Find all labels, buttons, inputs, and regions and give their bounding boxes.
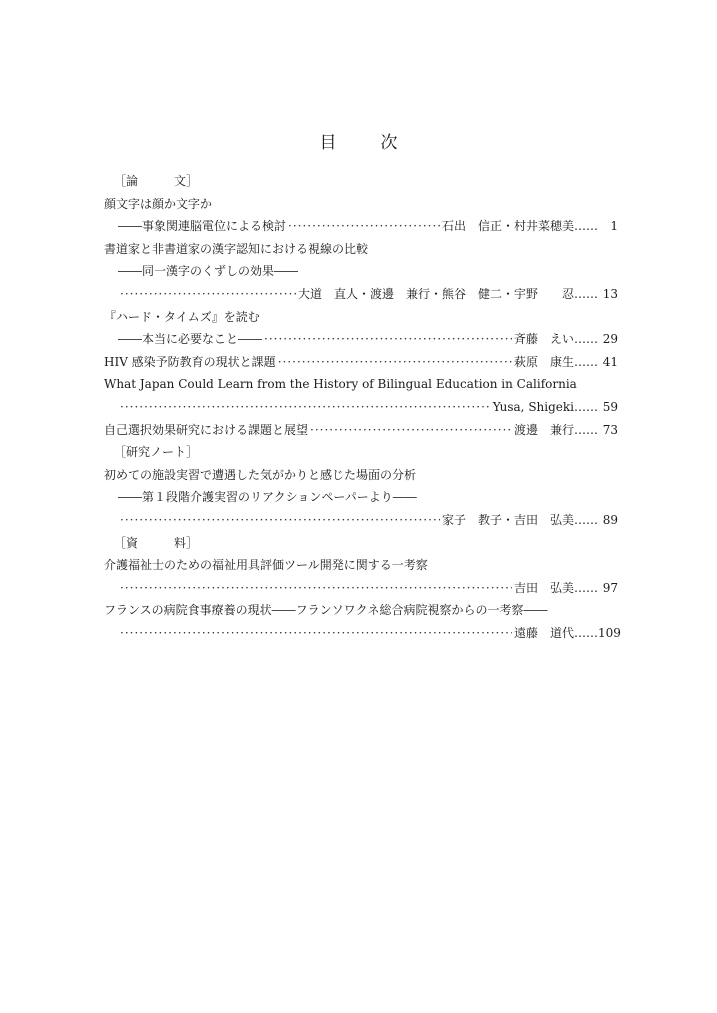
toc-entry-leader-line bbox=[104, 577, 618, 600]
toc-entry-leader-line bbox=[104, 283, 618, 306]
toc-entry-title: フランスの病院食事療養の現状――フランソワクネ総合病院視察からの一考察―― bbox=[104, 603, 548, 618]
toc-entry-page: 109 bbox=[598, 625, 621, 640]
toc-entry-subtitle: ――事象関連脳電位による検討 bbox=[118, 219, 287, 234]
toc-entry-leader-line bbox=[104, 419, 618, 442]
toc-entry-leader-line bbox=[104, 622, 621, 645]
leader-dots bbox=[120, 283, 296, 306]
toc-entry-subtitle: ――第１段階介護実習のリアクションペーパーより―― bbox=[118, 490, 417, 505]
toc-entry-title: HIV 感染予防教育の現状と課題 bbox=[104, 354, 276, 369]
toc-entry-subtitle: ――同一漢字のくずしの効果―― bbox=[118, 264, 299, 279]
section-heading-ronbun: ［論 文］ bbox=[114, 174, 199, 188]
leader-dots bbox=[288, 215, 440, 238]
toc-entry-authors: 萩原 康生…… bbox=[513, 354, 598, 369]
toc-entry-subtitle: ――本当に必要なこと―― bbox=[118, 332, 263, 347]
toc-entry-authors: 吉田 弘美…… bbox=[513, 580, 598, 595]
toc-entry-page: 89 bbox=[602, 512, 618, 527]
leader-dots bbox=[120, 577, 512, 600]
page-title bbox=[0, 128, 717, 153]
toc-entry-leader-line bbox=[104, 509, 618, 532]
toc-entry-title: 介護福祉士のための福祉用具評価ツール開発に関する一考察 bbox=[104, 558, 428, 573]
leader-dots bbox=[120, 509, 440, 532]
toc-entry-title: What Japan Could Learn from the History of Bilingual Education in California bbox=[104, 377, 577, 392]
toc-entry-leader-line bbox=[104, 328, 618, 351]
toc-entry-page: 41 bbox=[602, 354, 618, 369]
toc-entry-authors: 渡邊 兼行…… bbox=[513, 422, 598, 437]
toc-entry-leader-line bbox=[104, 396, 618, 419]
toc-entry-page: 13 bbox=[602, 286, 618, 301]
leader-dots bbox=[278, 351, 512, 374]
title-char-1: 目 bbox=[319, 133, 337, 153]
toc-entry-authors: 石出 信正・村井菜穂美…… bbox=[441, 219, 598, 234]
toc-entry-authors: 大道 直人・渡邊 兼行・熊谷 健二・宇野 忍…… bbox=[297, 286, 598, 301]
section-heading-shiryo: ［資 料］ bbox=[114, 535, 199, 550]
toc-entry-authors: Yusa, Shigeki…… bbox=[492, 399, 598, 414]
leader-dots bbox=[264, 328, 512, 351]
leader-dots bbox=[310, 419, 512, 442]
toc-entry-leader-line bbox=[104, 351, 618, 374]
toc-entry-page: 97 bbox=[602, 580, 618, 595]
leader-dots bbox=[120, 396, 491, 419]
section-heading-kenkyu: ［研究ノート］ bbox=[114, 445, 199, 460]
table-of-contents bbox=[104, 170, 621, 644]
toc-entry-page: 73 bbox=[602, 422, 618, 437]
toc-entry-authors: 家子 教子・吉田 弘美…… bbox=[441, 512, 598, 527]
toc-entry-authors: 遠藤 道代…… bbox=[513, 625, 598, 640]
toc-entry-page: 1 bbox=[610, 219, 618, 234]
toc-entry-title: 顔文字は顔か文字か bbox=[104, 196, 213, 211]
toc-entry-page: 29 bbox=[602, 332, 618, 347]
toc-entry-title: 自己選択効果研究における課題と展望 bbox=[104, 422, 309, 437]
toc-entry-title: 書道家と非書道家の漢字認知における視線の比較 bbox=[104, 241, 369, 256]
toc-entry-leader-line bbox=[104, 215, 618, 238]
leader-dots bbox=[120, 622, 512, 645]
toc-entry-authors: 斉藤 えい…… bbox=[513, 332, 598, 347]
toc-entry-title: 初めての施設実習で遭遇した気がかりと感じた場面の分析 bbox=[104, 467, 417, 482]
title-char-2: 次 bbox=[380, 133, 398, 153]
toc-entry-page: 59 bbox=[602, 399, 618, 414]
toc-entry-title: 『ハード・タイムズ』を読む bbox=[104, 309, 260, 324]
